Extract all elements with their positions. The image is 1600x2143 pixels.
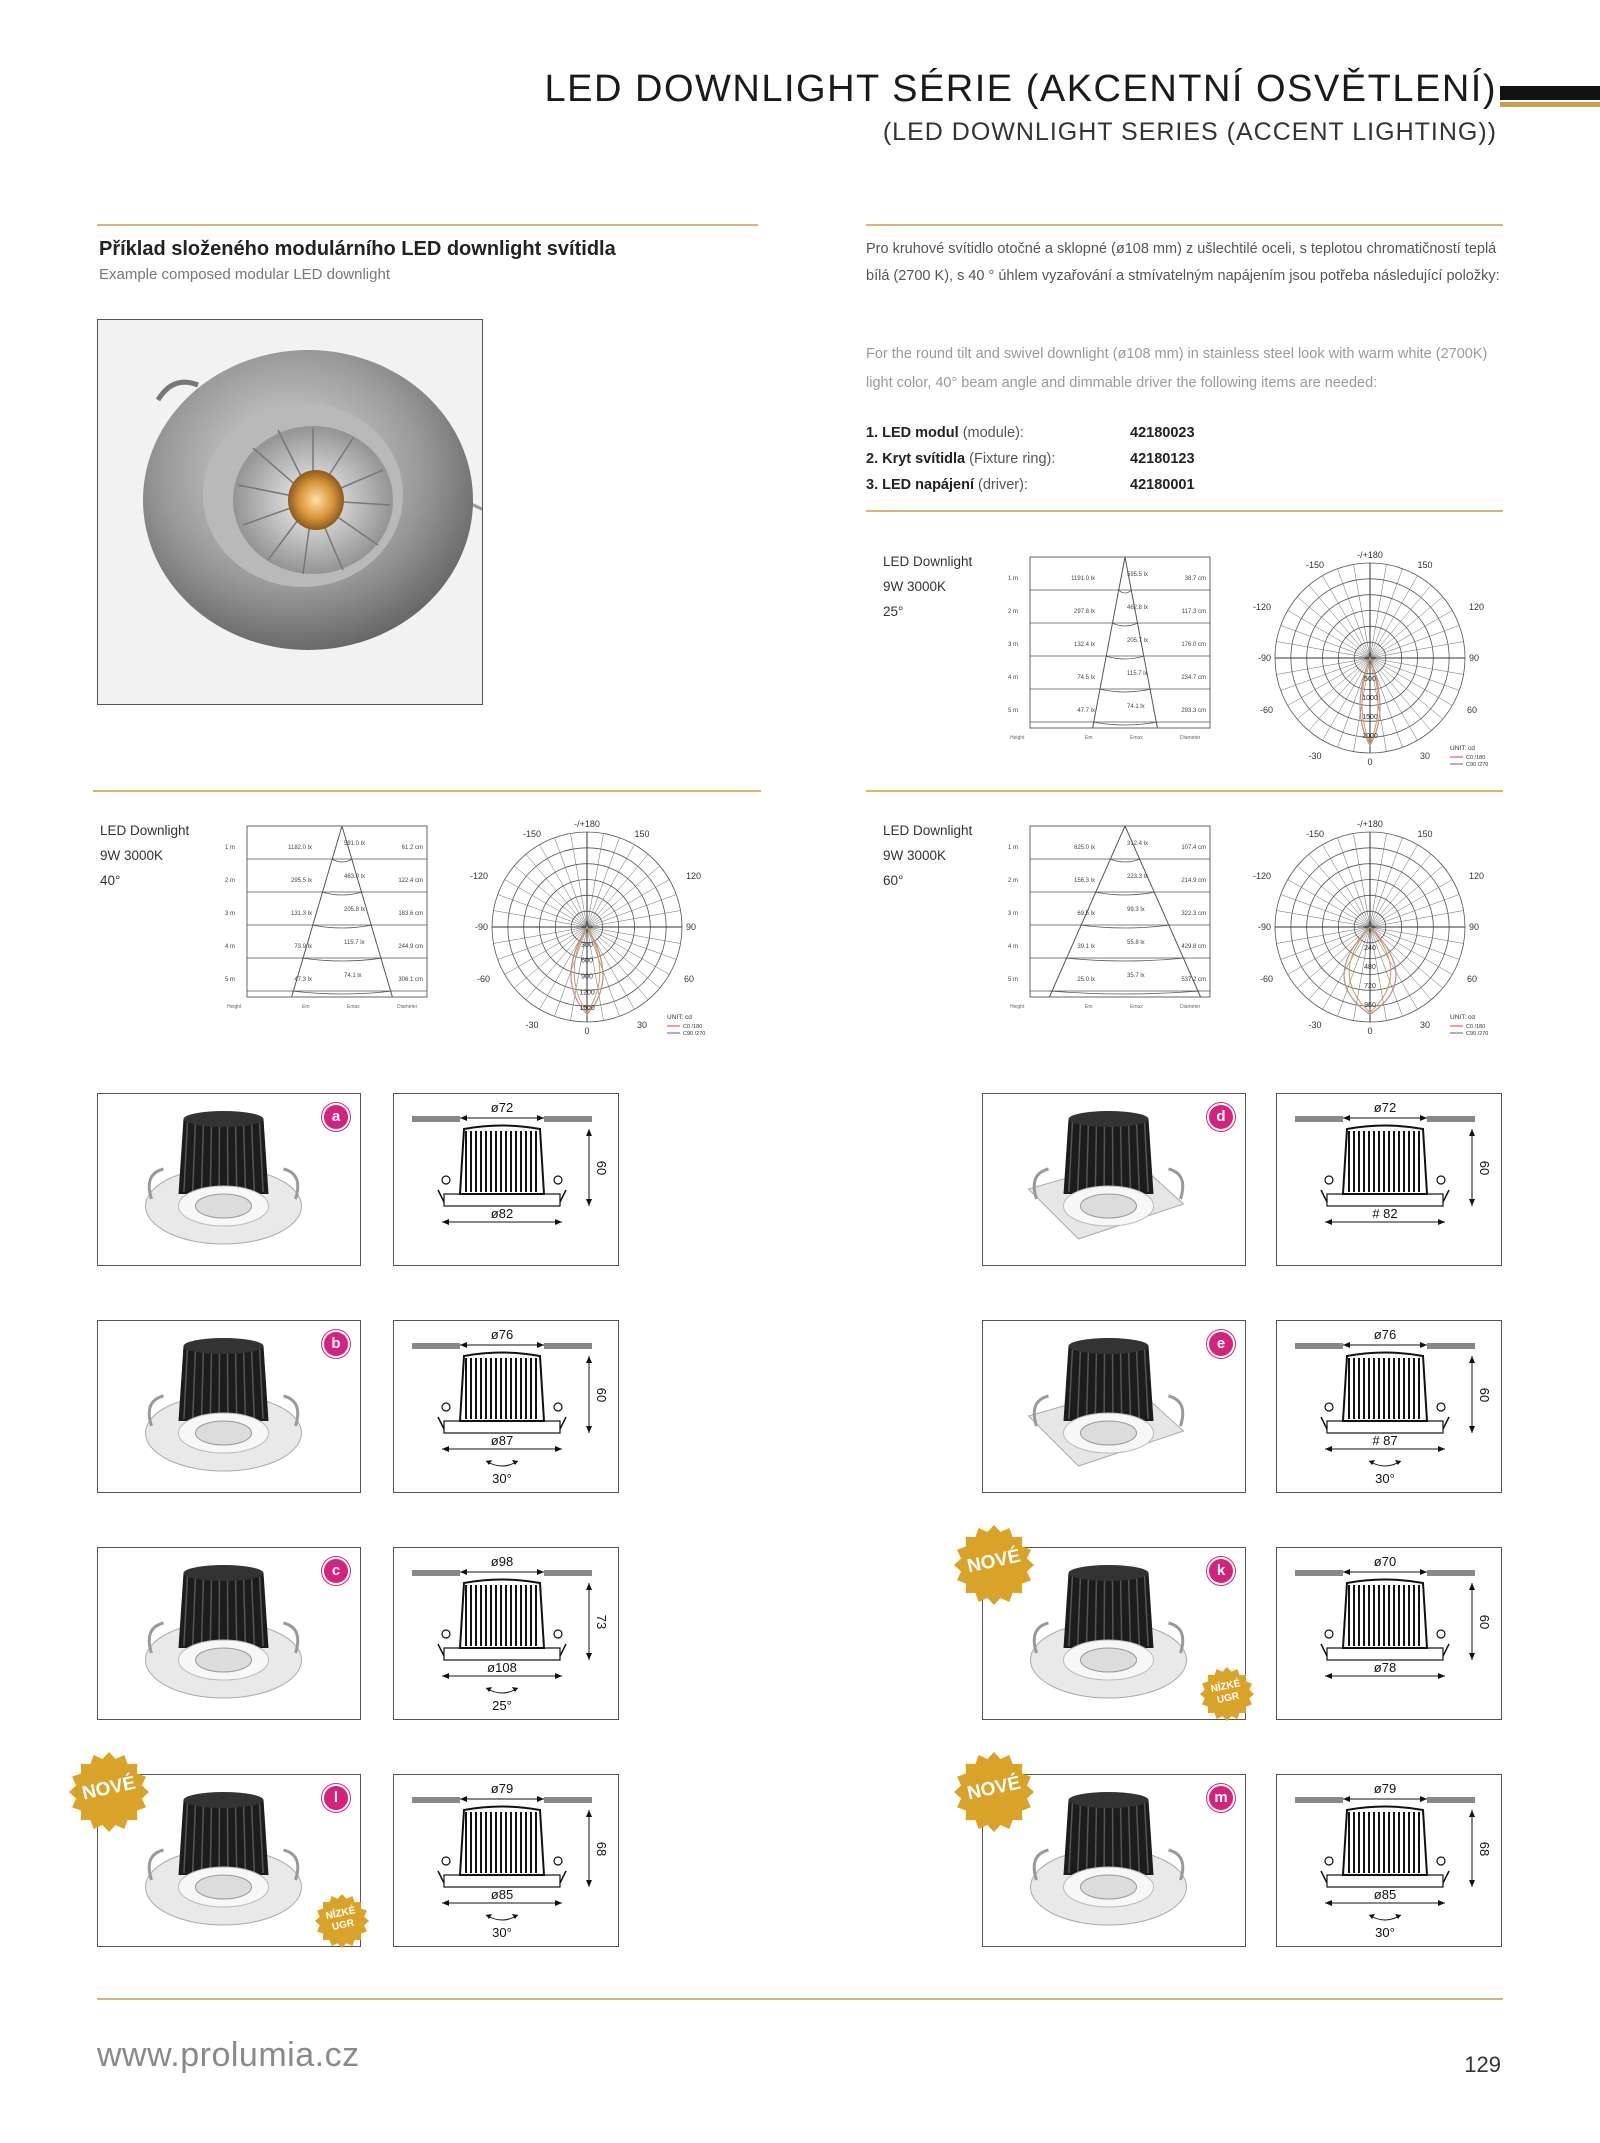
illuminance-label: 295.5 lx (290, 878, 312, 884)
legend-entry: C90 /270 (1466, 1031, 1489, 1037)
legend-entry: C0 /180 (1466, 1024, 1486, 1030)
diameter-label: 61.2 cm (401, 845, 423, 851)
diameter-label: 122.4 cm (398, 878, 423, 884)
dimension-tilt-angle: 30° (492, 1471, 512, 1486)
item-code: 42180023 (1130, 425, 1195, 441)
center-illuminance-label: 115.7 lx (1127, 671, 1148, 677)
polar-angle-label: -150 (522, 829, 542, 839)
polar-angle-label: -90 (474, 922, 488, 932)
divider (93, 790, 761, 792)
technical-drawing (1276, 1320, 1502, 1493)
list-item (866, 451, 1486, 477)
item-list (866, 425, 1486, 503)
dimension-bottom: ø87 (490, 1433, 514, 1448)
polar-angle-label: -/+180 (574, 819, 600, 829)
distance-label: 4 m (225, 944, 236, 950)
polar-angle-label: -120 (1252, 871, 1271, 881)
dimension-tilt-angle: 30° (1375, 1925, 1395, 1940)
dimension-tilt-angle: 25° (492, 1698, 512, 1713)
dimension-bottom: ø108 (487, 1660, 517, 1675)
polar-ring-label: 1000 (1362, 695, 1378, 702)
polar-angle-label: 30 (1419, 1020, 1431, 1030)
dimension-top: ø76 (490, 1327, 514, 1342)
polar-angle-label: 150 (1417, 560, 1433, 570)
polar-ring-label: 1500 (579, 1005, 595, 1013)
dimension-bottom: ø78 (1373, 1660, 1397, 1675)
dimension-bottom: ø85 (1373, 1887, 1397, 1902)
distance-label: 2 m (1008, 878, 1019, 884)
polar-ring-label: 2000 (1362, 733, 1378, 740)
new-product-sticker (954, 1525, 1034, 1605)
product-variant-badge: b (322, 1330, 350, 1358)
diameter-label: 293.3 cm (1181, 708, 1206, 714)
new-product-sticker (954, 1752, 1034, 1832)
distance-label: 5 m (1008, 708, 1019, 714)
illuminance-label: 69.5 lx (1077, 911, 1095, 917)
unit-label: UNIT: cd (667, 1014, 692, 1021)
illuminance-label: 47.7 lx (1077, 708, 1095, 714)
polar-angle-label: 60 (684, 974, 695, 984)
product-variant-badge: d (1207, 1103, 1235, 1131)
photometric-label-line: 25° (883, 604, 904, 619)
polar-angle-label: 150 (634, 829, 650, 839)
page-title: LED DOWNLIGHT SÉRIE (AKCENTNÍ OSVĚTLENÍ) (544, 68, 1497, 110)
diameter-label: 234.7 cm (1181, 675, 1206, 681)
list-item (866, 425, 1486, 451)
product-variant-badge: l (322, 1784, 350, 1812)
distance-label: 1 m (225, 845, 236, 851)
distance-label: 3 m (1008, 911, 1019, 917)
diameter-label: 176.0 cm (1181, 642, 1206, 648)
item-note: (Fixture ring): (969, 451, 1056, 467)
center-illuminance-label: 205.7 lx (1127, 638, 1149, 644)
dimension-bottom: ø82 (490, 1206, 514, 1221)
legend-entry: C90 /270 (1466, 762, 1489, 768)
axis-footer-label: Em (302, 1004, 310, 1010)
photometric-label-line: 9W 3000K (883, 579, 947, 594)
polar-ring-label: 900 (581, 973, 593, 981)
dimension-top: ø70 (1373, 1554, 1397, 1569)
divider (866, 224, 1503, 226)
dimension-tilt-angle: 30° (1375, 1471, 1395, 1486)
technical-drawing (393, 1093, 619, 1266)
item-number: 2. (866, 451, 879, 467)
dimension-bottom: ø85 (490, 1887, 514, 1902)
diameter-label: 117.3 cm (1181, 609, 1206, 615)
low-ugr-sticker (315, 1894, 369, 1948)
illuminance-label: 47.3 lx (294, 977, 312, 983)
center-illuminance-label: 595.5 lx (1127, 572, 1149, 578)
polar-angle-label: -90 (1257, 653, 1271, 663)
low-ugr-label-line: NÍZKÉ (1209, 1678, 1242, 1696)
polar-ring-label: 240 (1364, 945, 1376, 952)
header-decoration-bar (1500, 86, 1600, 100)
new-product-label: NOVÉ (965, 1772, 1023, 1805)
polar-ring-label: 1500 (1362, 714, 1378, 721)
page-number: 129 (1464, 2052, 1501, 2077)
axis-footer-label: Diameter (1180, 1004, 1201, 1010)
photometric-label-line: 9W 3000K (883, 848, 947, 863)
illuminance-label: 74.5 lx (1077, 675, 1095, 681)
polar-angle-label: -30 (1308, 1020, 1322, 1030)
item-code: 42180001 (1130, 477, 1195, 493)
diameter-label: 244.9 cm (398, 944, 423, 950)
center-illuminance-label: 462.8 lx (1127, 605, 1149, 611)
polar-angle-label: 30 (636, 1020, 648, 1030)
illuminance-label: 73.9 lx (294, 944, 312, 950)
example-heading: Příklad složeného modulárního LED downlight svítidla (99, 238, 616, 260)
diameter-label: 429.8 cm (1181, 944, 1206, 950)
illuminance-label: 1182.0 lx (288, 845, 312, 851)
footer-website[interactable]: www.prolumia.cz (97, 2036, 360, 2074)
photometric-diagram (97, 812, 717, 1047)
polar-angle-label: -60 (476, 974, 490, 984)
axis-footer-label: Height (1010, 735, 1025, 741)
polar-ring-label: 300 (581, 941, 593, 949)
center-illuminance-label: 463.0 lx (344, 874, 366, 880)
center-illuminance-label: 55.8 lx (1127, 940, 1145, 946)
dimension-bottom: # 87 (1372, 1433, 1398, 1448)
polar-angle-label: 150 (1417, 829, 1433, 839)
item-number: 1. (866, 425, 879, 441)
photometric-label-line: 40° (100, 873, 121, 888)
photometric-label-line: LED Downlight (100, 823, 190, 838)
photometric-diagram (880, 812, 1500, 1047)
polar-angle-label: 90 (686, 922, 697, 932)
polar-angle-label: -90 (1257, 922, 1271, 932)
item-code: 42180123 (1130, 451, 1195, 467)
diameter-label: 214.9 cm (1181, 878, 1206, 884)
dimension-height: 60 (594, 1387, 609, 1403)
distance-label: 2 m (225, 878, 236, 884)
divider (97, 224, 758, 226)
distance-label: 2 m (1008, 609, 1019, 615)
dimension-height: 60 (594, 1160, 609, 1176)
divider (866, 790, 1503, 792)
center-illuminance-label: 74.1 lx (1127, 704, 1145, 710)
photometric-block (880, 812, 1500, 1047)
dimension-top: ø79 (490, 1781, 514, 1796)
legend-entry: C90 /270 (683, 1031, 706, 1037)
item-name: Kryt svítidla (882, 451, 966, 467)
dimension-top: ø72 (490, 1100, 514, 1115)
product-variant-badge: k (1207, 1557, 1235, 1585)
dimension-height: 73 (594, 1614, 609, 1630)
unit-label: UNIT: cd (1450, 745, 1475, 752)
polar-ring-label: 600 (581, 957, 593, 965)
axis-footer-label: Emax (1130, 1004, 1143, 1010)
axis-footer-label: Diameter (397, 1004, 418, 1010)
divider (866, 510, 1503, 512)
diameter-label: 537.2 cm (1181, 977, 1206, 983)
technical-drawing (393, 1547, 619, 1720)
polar-angle-label: 0 (584, 1026, 590, 1036)
dimension-height: 60 (1477, 1614, 1492, 1630)
polar-ring-label: 960 (1364, 1002, 1376, 1009)
example-product-photo (97, 319, 483, 705)
center-illuminance-label: 99.3 lx (1127, 907, 1145, 913)
illuminance-label: 156.3 lx (1073, 878, 1095, 884)
photometric-label-line: 9W 3000K (100, 848, 164, 863)
diameter-label: 322.3 cm (1181, 911, 1206, 917)
polar-angle-label: -120 (1252, 602, 1271, 612)
item-number: 3. (866, 477, 879, 493)
photometric-block (880, 543, 1500, 778)
center-illuminance-label: 35.7 lx (1127, 973, 1145, 979)
distance-label: 1 m (1008, 845, 1019, 851)
technical-drawing (1276, 1774, 1502, 1947)
center-illuminance-label: 74.1 lx (344, 973, 362, 979)
item-note: (module): (962, 425, 1024, 441)
dimension-top: ø76 (1373, 1327, 1397, 1342)
center-illuminance-label: 205.8 lx (344, 907, 366, 913)
illuminance-label: 39.1 lx (1077, 944, 1095, 950)
axis-footer-label: Height (1010, 1004, 1025, 1010)
polar-ring-label: 720 (1364, 983, 1376, 990)
dimension-height: 60 (1477, 1160, 1492, 1176)
illuminance-label: 25.0 lx (1077, 977, 1095, 983)
product-variant-badge: m (1207, 1784, 1235, 1812)
axis-footer-label: Em (1085, 735, 1093, 741)
dimension-height: 60 (1477, 1387, 1492, 1403)
illuminance-label: 1191.0 lx (1071, 576, 1095, 582)
dimension-tilt-angle: 30° (492, 1925, 512, 1940)
distance-label: 3 m (225, 911, 236, 917)
distance-label: 4 m (1008, 675, 1019, 681)
axis-footer-label: Emax (1130, 735, 1143, 741)
polar-angle-label: 120 (1469, 871, 1485, 881)
illuminance-label: 297.8 lx (1073, 609, 1095, 615)
low-ugr-sticker (1200, 1667, 1254, 1721)
distance-label: 5 m (1008, 977, 1019, 983)
axis-footer-label: Diameter (1180, 735, 1201, 741)
polar-angle-label: -150 (1305, 560, 1325, 570)
polar-angle-label: 90 (1469, 922, 1480, 932)
low-ugr-label-line: NÍZKÉ (324, 1905, 357, 1923)
polar-angle-label: -30 (525, 1020, 539, 1030)
illuminance-label: 625.0 lx (1073, 845, 1095, 851)
dimension-top: ø72 (1373, 1100, 1397, 1115)
diameter-label: 38.7 cm (1184, 576, 1206, 582)
item-name: LED modul (882, 425, 959, 441)
illuminance-label: 131.3 lx (290, 911, 312, 917)
polar-angle-label: -60 (1259, 974, 1273, 984)
diameter-label: 306.1 cm (398, 977, 423, 983)
polar-angle-label: 90 (1469, 653, 1480, 663)
polar-angle-label: 120 (1469, 602, 1485, 612)
new-product-label: NOVÉ (80, 1772, 138, 1805)
new-product-sticker (69, 1752, 149, 1832)
footer-divider (97, 1998, 1503, 2000)
polar-angle-label: 60 (1467, 974, 1478, 984)
center-illuminance-label: 223.3 lx (1127, 874, 1149, 880)
list-item (866, 477, 1486, 503)
polar-angle-label: -30 (1308, 751, 1322, 761)
polar-ring-label: 480 (1364, 964, 1376, 971)
polar-angle-label: -/+180 (1357, 819, 1383, 829)
photometric-diagram (880, 543, 1500, 778)
dimension-top: ø98 (490, 1554, 514, 1569)
technical-drawing (393, 1774, 619, 1947)
polar-angle-label: -/+180 (1357, 550, 1383, 560)
item-note: (driver): (978, 477, 1028, 493)
center-illuminance-label: 115.7 lx (344, 940, 365, 946)
photometric-label-line: LED Downlight (883, 554, 973, 569)
distance-label: 1 m (1008, 576, 1019, 582)
dimension-top: ø79 (1373, 1781, 1397, 1796)
polar-angle-label: 120 (686, 871, 702, 881)
dimension-height: 68 (1477, 1841, 1492, 1857)
dimension-height: 68 (594, 1841, 609, 1857)
product-variant-badge: a (322, 1103, 350, 1131)
distance-label: 3 m (1008, 642, 1019, 648)
illuminance-label: 132.4 lx (1073, 642, 1095, 648)
diameter-label: 107.4 cm (1181, 845, 1206, 851)
center-illuminance-label: 312.4 lx (1127, 841, 1149, 847)
diameter-label: 183.6 cm (398, 911, 423, 917)
product-variant-badge: c (322, 1557, 350, 1585)
polar-ring-label: 1200 (579, 989, 595, 997)
unit-label: UNIT: cd (1450, 1014, 1475, 1021)
polar-angle-label: -120 (469, 871, 488, 881)
technical-drawing (1276, 1093, 1502, 1266)
polar-angle-label: 60 (1467, 705, 1478, 715)
dimension-bottom: # 82 (1372, 1206, 1398, 1221)
center-illuminance-label: 591.0 lx (344, 841, 366, 847)
header-decoration-gold (1500, 102, 1600, 107)
distance-label: 5 m (225, 977, 236, 983)
axis-footer-label: Height (227, 1004, 242, 1010)
low-ugr-label-line: UGR (1216, 1690, 1241, 1707)
polar-angle-label: 0 (1367, 1026, 1373, 1036)
page-subtitle: (LED DOWNLIGHT SERIES (ACCENT LIGHTING)) (882, 118, 1497, 146)
axis-footer-label: Em (1085, 1004, 1093, 1010)
distance-label: 4 m (1008, 944, 1019, 950)
polar-angle-label: -60 (1259, 705, 1273, 715)
polar-ring-label: 500 (1364, 676, 1376, 683)
axis-footer-label: Emax (347, 1004, 360, 1010)
low-ugr-label-line: UGR (331, 1917, 356, 1934)
technical-drawing (393, 1320, 619, 1493)
photometric-label-line: 60° (883, 873, 904, 888)
example-description-cz: Pro kruhové svítidlo otočné a sklopné (ø108 mm) z ušlechtilé oceli, s teplotou chromatičností teplá bílá (2700 K), s 40 ° úhlem vyzařování a stmívatelným napájením jsou potřeba následující položky: (866, 241, 1500, 284)
photometric-label-line: LED Downlight (883, 823, 973, 838)
product-variant-badge: e (1207, 1330, 1235, 1358)
technical-drawing (1276, 1547, 1502, 1720)
example-description-en: For the round tilt and swivel downlight (ø108 mm) in stainless steel look with warm white (2700K) light color, 40° beam angle and dimmable driver the following items are needed: (866, 346, 1488, 391)
legend-entry: C0 /180 (683, 1024, 703, 1030)
photometric-block (97, 812, 717, 1047)
polar-angle-label: 0 (1367, 757, 1373, 767)
item-name: LED napájení (882, 477, 974, 493)
polar-angle-label: -150 (1305, 829, 1325, 839)
legend-entry: C0 /180 (1466, 755, 1486, 761)
example-heading-en: Example composed modular LED downlight (99, 266, 390, 283)
new-product-label: NOVÉ (965, 1545, 1023, 1578)
polar-angle-label: 30 (1419, 751, 1431, 761)
